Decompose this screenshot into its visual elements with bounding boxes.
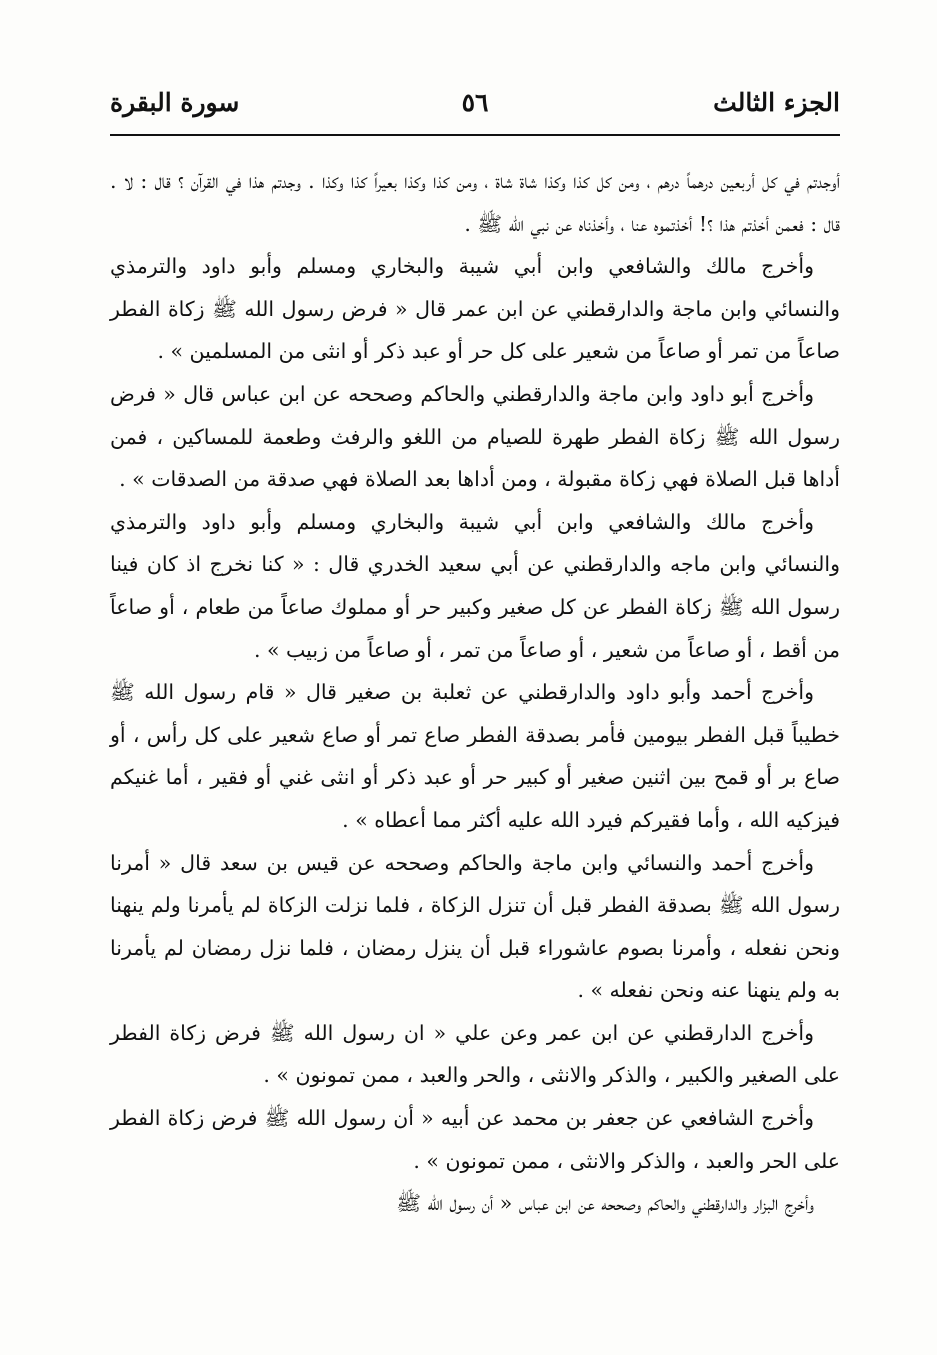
header-divider <box>110 134 840 136</box>
page-body <box>110 160 840 1225</box>
paragraph-1: أوجدتم في كل أربعين درهماً درهم ، ومن كل كذا وكذا شاة شاة ، ومن كذا وكذا بعيراً كذا وكذا . وجدتم هذا في القرآن ؟ قال : لا . قال : فعمن أخذتم هذا ؟! أخذتموه عنا ، وأخذناه عن نبي الله ﷺ . <box>110 169 840 236</box>
paragraph-3: وأخرج أبو داود وابن ماجة والدارقطني والحاكم وصححه عن ابن عباس قال « فرض رسول الله ﷺ زكاة الفطر طهرة للصيام من اللغو والرفث وطعمة للمساكين ، فمن أداها قبل الصلاة فهي زكاة مقبولة ، ومن أداها بعد الصلاة فهي صدقة من الصدقات » . <box>110 381 840 492</box>
surah-title: سورة البقرة <box>110 88 240 117</box>
paragraph-6: وأخرج أحمد والنسائي وابن ماجة والحاكم وصححه عن قيس بن سعد قال « أمرنا رسول الله ﷺ بصدقة الفطر قبل أن تنزل الزكاة ، فلما نزلت الزكاة لم يأمرنا ولم ينهنا ونحن نفعله ، وأمرنا بصوم عاشوراء قبل أن ينزل رمضان ، فلما نزل رمضان لم يأمرنا به ولم ينهنا عنه ونحن نفعله » . <box>110 850 840 1003</box>
paragraph-7: وأخرج الدارقطني عن ابن عمر وعن علي « ان رسول الله ﷺ فرض زكاة الفطر على الصغير والكبير ، والذكر والانثى ، والحر والعبد ، ممن تمونون » . <box>110 1020 840 1088</box>
paragraph-4: وأخرج مالك والشافعي وابن أبي شيبة والبخاري ومسلم وأبو داود والترمذي والنسائي وابن ماجه والدارقطني عن أبي سعيد الخدري قال : « كنا نخرج اذ كان فينا رسول الله ﷺ زكاة الفطر عن كل صغير وكبير حر أو مملوك صاعاً من طعام ، أو صاعاً من أقط ، أو صاعاً من شعير ، أو صاعاً من تمر ، أو صاعاً من زبيب » . <box>110 509 840 662</box>
paragraph-2: وأخرج مالك والشافعي وابن أبي شيبة والبخاري ومسلم وأبو داود والترمذي والنسائي وابن ماجة والدارقطني عن ابن عمر قال « فرض رسول الله ﷺ زكاة الفطر صاعاً من تمر أو صاعاً من شعير على كل حر أو عبد ذكر أو انثى من المسلمين » . <box>110 254 840 364</box>
page-header <box>110 78 840 126</box>
paragraph-5: وأخرج أحمد وأبو داود والدارقطني عن ثعلبة بن صغير قال « قام رسول الله ﷺ خطيباً قبل الفطر بيومين فأمر بصدقة الفطر صاع تمر أو صاع شعير على كل رأس ، أو صاع بر أو قمح بين اثنين صغير أو كبير حر أو عبد ذكر أو انثى غني أو فقير ، أما غنيكم فيزكيه الله ، وأما فقيركم فيرد الله عليه أكثر مما أعطاه » . <box>110 680 840 832</box>
paragraph-8: وأخرج الشافعي عن جعفر بن محمد عن أبيه « أن رسول الله ﷺ فرض زكاة الفطر على الحر والعبد ، والذكر والانثى ، ممن تمونون » . <box>110 1106 840 1173</box>
page-number: ٥٦ <box>461 88 489 117</box>
part-title: الجزء الثالث <box>713 88 840 117</box>
paragraph-9: وأخرج البزار والدارقطني والحاكم وصححه عن ابن عباس « أن رسول الله ﷺ <box>396 1191 814 1216</box>
